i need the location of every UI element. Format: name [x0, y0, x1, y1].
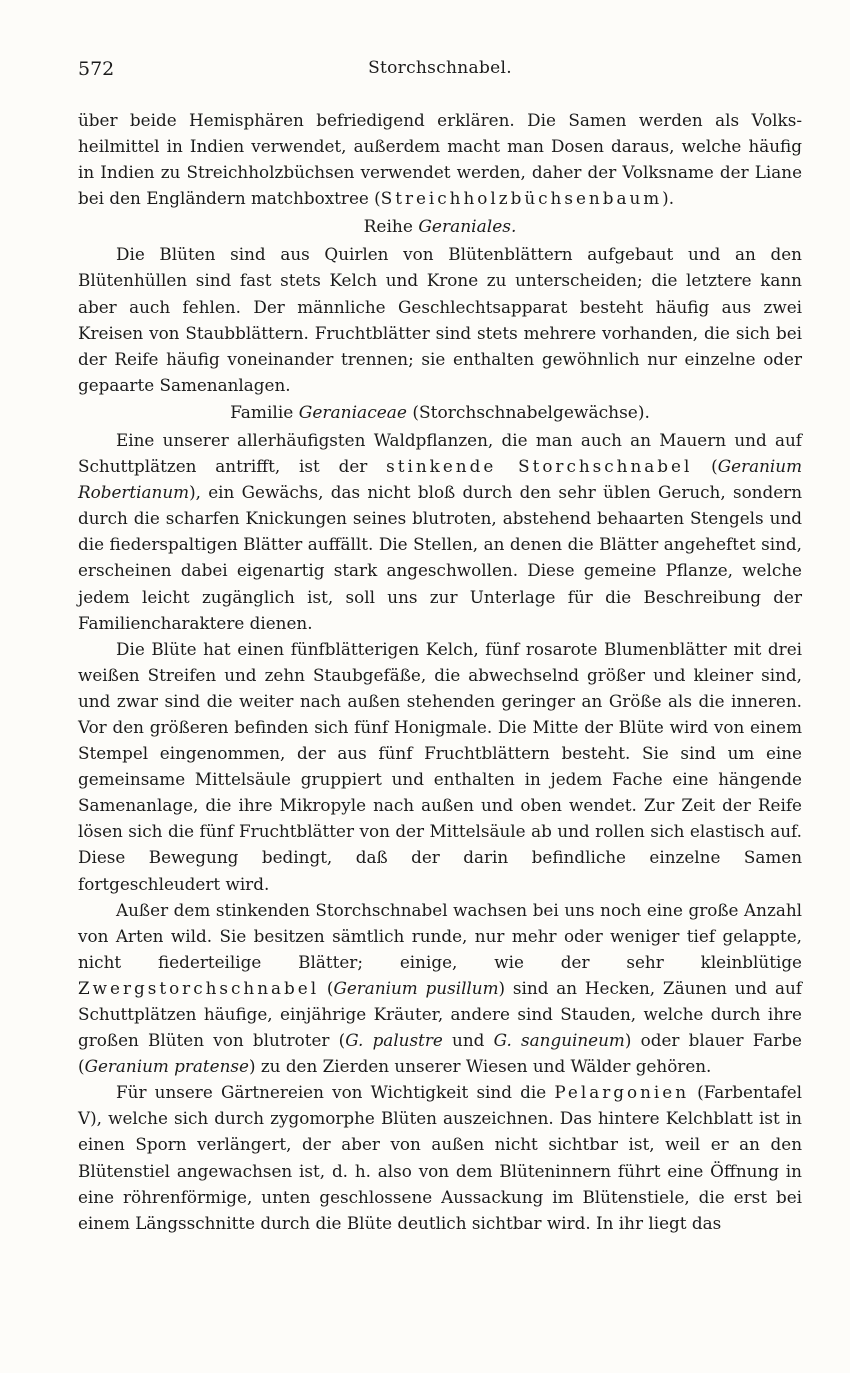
- paragraph-4: Die Blüte hat einen fünfblätterigen Kelch, fünf rosarote Blumenblätter mit drei weißen Streifen und zehn Staubgefäße, die abwechselnd größer und kleiner sind, und zwar sind die weiter nach außen stehenden geringer an Größe als die inneren. Vor den größeren befinden sich fünf Honigmale. Die Mitte der Blüte wird von einem Stempel eingenommen, der aus fünf Fruchtblättern besteht. Sie sind um eine gemeinsame Mittelsäule gruppiert und enthalten in jedem Fache eine hängende Samenanlage, die ihre Mikropyle nach außen und oben wendet. Zur Zeit der Reife lösen sich die fünf Fruchtblätter von der Mittelsäule ab und rollen sich elastisch auf. Diese Bewegung bedingt, daß der darin befindliche einzelne Samen fortgeschleudert wird.: [78, 638, 802, 894]
- section-heading-familie: Familie Geraniaceae (Storchschnabelgewächse).: [230, 402, 650, 423]
- section-heading-reihe: Reihe Geraniales.: [363, 217, 517, 238]
- page-number: 572: [78, 58, 115, 80]
- paragraph-5: Außer dem stinkenden Storchschnabel wachsen bei uns noch eine große Anzahl von Arten wild. Sie besitzen sämtlich runde, nur mehr oder weniger tief gelappte, nicht fiederteilige Blätter; einige, wie der sehr kleinblütige Zwergstorchschnabel (Geranium pusillum) sind an Hecken, Zäunen und auf Schuttplätzen häufige, einjährige Kräuter, andere sind Stauden, welche durch ihre großen Blüten von blutroter (G. palustre und G. sanguineum) oder blauer Farbe (Geranium pratense) zu den Zierden unserer Wiesen und Wälder gehören.: [78, 899, 802, 1077]
- paragraph-6: Für unsere Gärtnereien von Wichtigkeit sind die Pelargonien (Farbentafel V), welche sich durch zygomorphe Blüten auszeichnen. Das hintere Kelchblatt ist in einen Sporn verlängert, der aber von außen nicht sichtbar ist, weil er an den Blütenstiel angewachsen ist, d. h. also von dem Blüteninnern führt eine Öffnung in eine röhrenförmige, unten geschlossene Aussackung im Blütenstiele, die erst bei einem Längsschnitte durch die Blüte deutlich sichtbar wird. In ihr liegt das: [78, 1082, 802, 1233]
- running-title: Storchschnabel.: [368, 58, 512, 78]
- text-body: [78, 107, 802, 1236]
- paragraph-3: Eine unserer allerhäufigsten Waldpflanzen, die man auch an Mauern und auf Schuttplätzen antrifft, ist der stinkende Storchschnabel (Geranium Robertianum), ein Gewächs, das nicht bloß durch den sehr üblen Geruch, sondern durch die scharfen Knickungen seines blutroten, abstehend behaarten Stengels und die fiederspaltigen Blätter auffällt. Die Stellen, an denen die Blätter angeheftet sind, erscheinen dabei eigenartig stark angeschwollen. Diese gemeine Pflanze, welche jedem leicht zugänglich ist, soll uns zur Unterlage für die Beschreibung der Familiencharaktere dienen.: [78, 429, 802, 633]
- paragraph-2: Die Blüten sind aus Quirlen von Blütenblättern aufgebaut und an den Blütenhüllen sind fast stets Kelch und Krone zu unterscheiden; die letztere kann aber auch fehlen. Der männliche Geschlechtsapparat besteht häufig aus zwei Kreisen von Staubblättern. Fruchtblätter sind stets mehrere vorhanden, die sich bei der Reife häufig voneinander trennen; sie enthalten gewöhnlich nur einzelne oder gepaarte Samenanlagen.: [78, 244, 802, 395]
- page-header: [78, 58, 802, 84]
- paragraph-1: über beide Hemisphären befriedigend erklären. Die Samen werden als Volks-heilmittel in Indien verwendet, außerdem macht man Dosen daraus, welche häufig in Indien zu Streichholzbüchsen verwendet werden, daher der Volksname der Liane bei den Engländern matchboxtree (Streichholzbüchsenbaum).: [78, 110, 802, 209]
